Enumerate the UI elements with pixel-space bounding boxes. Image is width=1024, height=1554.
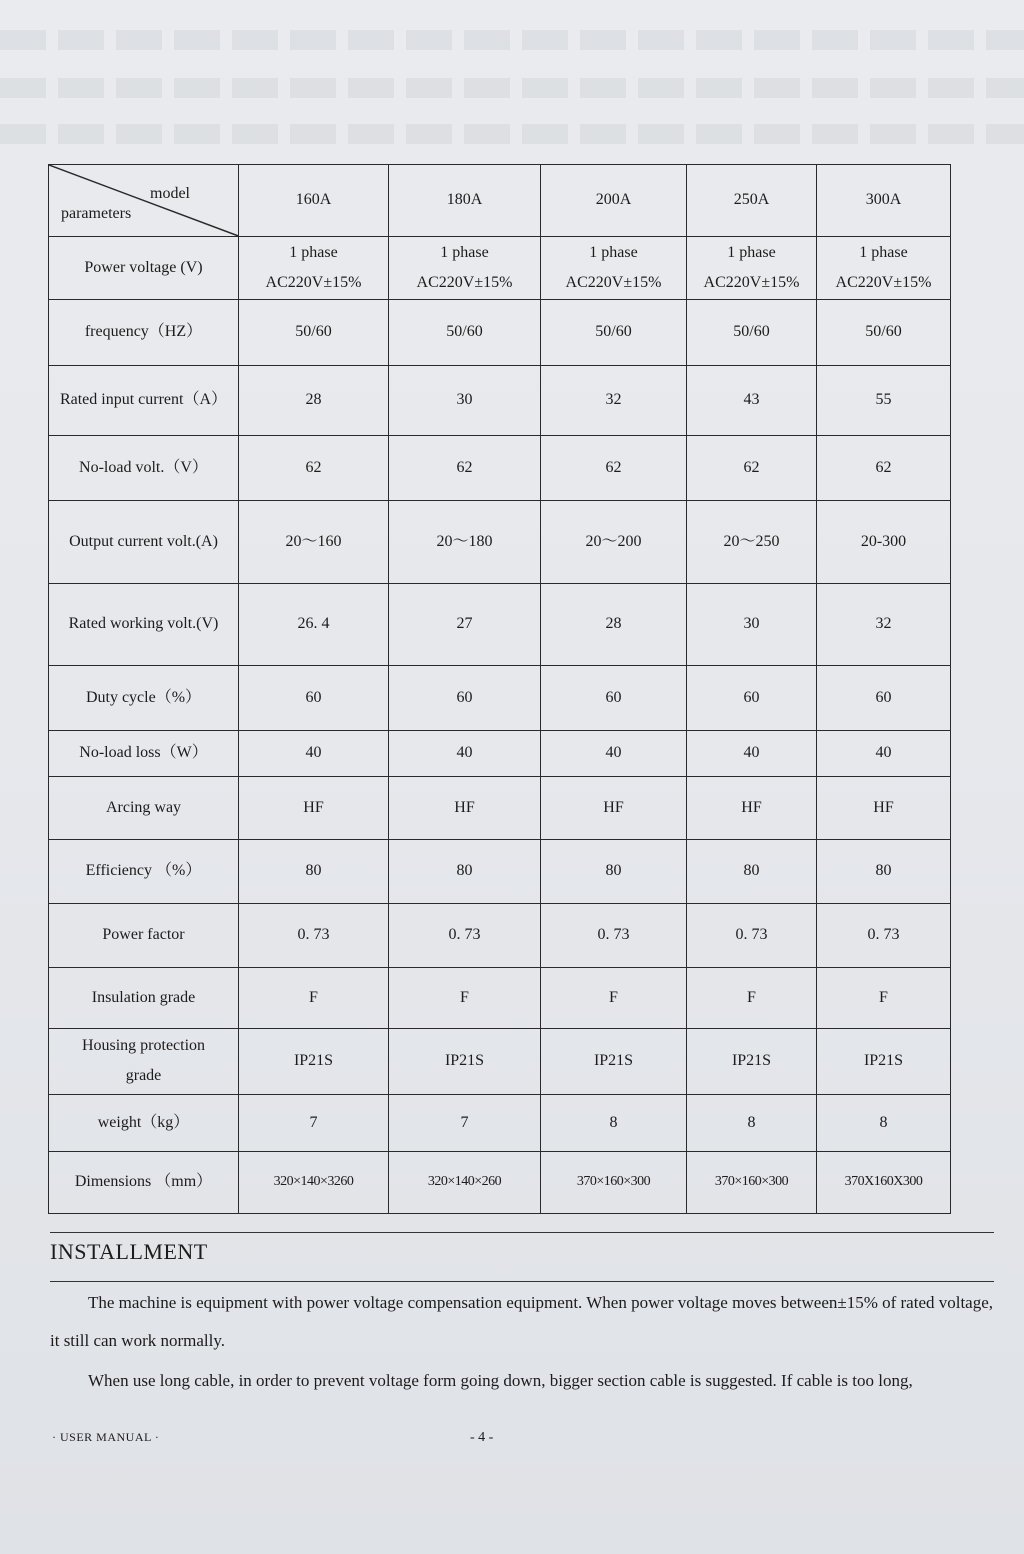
parameter-label-cell: Efficiency （%） — [49, 840, 239, 904]
parameter-value-cell: 0. 73 — [541, 903, 687, 967]
parameter-value-cell: 32 — [541, 365, 687, 435]
parameter-value-cell: 80 — [389, 840, 541, 904]
parameter-value-cell: 50/60 — [687, 300, 817, 366]
parameter-value-cell: IP21S — [687, 1029, 817, 1095]
paragraph: The machine is equipment with power voltage compensation equipment. When power voltage moves between±15% of rated voltage, it still can work normally. — [50, 1293, 994, 1350]
parameter-label-cell: Housing protection grade — [49, 1029, 239, 1095]
parameter-label-cell: Insulation grade — [49, 967, 239, 1029]
table-row — [49, 731, 951, 776]
parameter-label-cell: frequency（HZ） — [49, 300, 239, 366]
header-corner-cell — [49, 165, 239, 237]
parameter-value-cell: F — [541, 967, 687, 1029]
parameter-label-cell: weight（kg） — [49, 1094, 239, 1151]
paragraph: When use long cable, in order to prevent voltage form going down, bigger section cable is suggested. If cable is too long, — [88, 1371, 913, 1390]
parameter-value-cell: 62 — [389, 435, 541, 501]
bleed-through-text — [0, 124, 1024, 144]
parameter-value-cell: 20～160 — [239, 501, 389, 583]
parameter-value-cell: 80 — [817, 840, 951, 904]
table-row — [49, 583, 951, 665]
table-row — [49, 967, 951, 1029]
table-row — [49, 1094, 951, 1151]
parameter-value-cell: IP21S — [541, 1029, 687, 1095]
parameter-value-cell: 60 — [541, 665, 687, 731]
parameter-value-cell: HF — [239, 776, 389, 840]
parameter-value-cell: 50/60 — [541, 300, 687, 366]
parameter-value-cell: 62 — [239, 435, 389, 501]
page-number: - 4 - — [470, 1430, 494, 1445]
parameter-label-cell: Rated working volt.(V) — [49, 583, 239, 665]
model-header-cell: 160A — [239, 165, 389, 237]
parameter-value-cell: 80 — [239, 840, 389, 904]
parameter-label-cell: Power voltage (V) — [49, 236, 239, 299]
parameter-value-cell: 7 — [239, 1094, 389, 1151]
parameter-value-cell: 62 — [687, 435, 817, 501]
parameter-value-cell: 20～250 — [687, 501, 817, 583]
parameter-value-cell: 8 — [687, 1094, 817, 1151]
model-header-cell: 300A — [817, 165, 951, 237]
parameter-value-cell: 60 — [389, 665, 541, 731]
installment-section-header — [50, 1232, 994, 1282]
parameter-value-cell: 0. 73 — [389, 903, 541, 967]
table-row — [49, 903, 951, 967]
bleed-through-text — [0, 30, 1024, 50]
parameter-value-cell: 8 — [817, 1094, 951, 1151]
parameter-value-cell: 60 — [817, 665, 951, 731]
parameter-value-cell: 28 — [239, 365, 389, 435]
parameter-value-cell: 27 — [389, 583, 541, 665]
parameter-value-cell: F — [389, 967, 541, 1029]
parameter-label-cell: No-load loss（W） — [49, 731, 239, 776]
table-row — [49, 365, 951, 435]
table-row — [49, 776, 951, 840]
parameter-value-cell: 80 — [687, 840, 817, 904]
section-title: INSTALLMENT — [50, 1239, 208, 1264]
table-row — [49, 236, 951, 299]
parameter-value-cell: 60 — [239, 665, 389, 731]
parameter-label-cell: Power factor — [49, 903, 239, 967]
parameter-value-cell: 370×160×300 — [541, 1152, 687, 1214]
parameter-value-cell: HF — [389, 776, 541, 840]
table-row — [49, 1152, 951, 1214]
parameter-value-cell: 20～180 — [389, 501, 541, 583]
parameter-value-cell: HF — [817, 776, 951, 840]
parameter-value-cell: HF — [687, 776, 817, 840]
parameter-value-cell: 8 — [541, 1094, 687, 1151]
parameter-value-cell: 370×160×300 — [687, 1152, 817, 1214]
parameter-value-cell: 28 — [541, 583, 687, 665]
parameter-value-cell: 40 — [687, 731, 817, 776]
parameter-value-cell: 320×140×260 — [389, 1152, 541, 1214]
parameter-value-cell: 50/60 — [389, 300, 541, 366]
parameter-value-cell: 26. 4 — [239, 583, 389, 665]
parameter-value-cell: 20-300 — [817, 501, 951, 583]
parameter-value-cell: 40 — [541, 731, 687, 776]
parameter-value-cell: 1 phase AC220V±15% — [389, 236, 541, 299]
parameter-value-cell: 1 phase AC220V±15% — [687, 236, 817, 299]
model-header-cell: 180A — [389, 165, 541, 237]
parameter-label-cell: Duty cycle（%） — [49, 665, 239, 731]
parameter-value-cell: IP21S — [817, 1029, 951, 1095]
parameter-value-cell: 50/60 — [817, 300, 951, 366]
parameter-value-cell: IP21S — [239, 1029, 389, 1095]
parameter-value-cell: 80 — [541, 840, 687, 904]
parameter-value-cell: 370X160X300 — [817, 1152, 951, 1214]
table-row — [49, 300, 951, 366]
parameter-value-cell: 50/60 — [239, 300, 389, 366]
parameters-table — [48, 164, 951, 1214]
parameter-value-cell: 60 — [687, 665, 817, 731]
parameter-value-cell: HF — [541, 776, 687, 840]
table-header-row — [49, 165, 951, 237]
parameter-label-cell: No-load volt.（V） — [49, 435, 239, 501]
table-row — [49, 435, 951, 501]
model-header-cell: 250A — [687, 165, 817, 237]
bleed-through-text — [0, 78, 1024, 98]
parameter-value-cell: 30 — [687, 583, 817, 665]
parameter-value-cell: 40 — [239, 731, 389, 776]
model-header-cell: 200A — [541, 165, 687, 237]
footer-user-manual: · USER MANUAL · — [52, 1430, 160, 1444]
table-row — [49, 840, 951, 904]
parameter-value-cell: 32 — [817, 583, 951, 665]
parameter-value-cell: 30 — [389, 365, 541, 435]
parameter-value-cell: 62 — [541, 435, 687, 501]
parameter-label-cell: Rated input current（A） — [49, 365, 239, 435]
table-row — [49, 1029, 951, 1095]
header-model-label: model — [150, 185, 190, 202]
parameter-value-cell: 20～200 — [541, 501, 687, 583]
parameter-value-cell: 43 — [687, 365, 817, 435]
parameter-value-cell: 7 — [389, 1094, 541, 1151]
table-row — [49, 665, 951, 731]
parameter-value-cell: 320×140×3260 — [239, 1152, 389, 1214]
parameter-value-cell: 1 phase AC220V±15% — [239, 236, 389, 299]
parameter-value-cell: F — [817, 967, 951, 1029]
parameter-value-cell: IP21S — [389, 1029, 541, 1095]
parameter-value-cell: F — [687, 967, 817, 1029]
parameter-value-cell: 62 — [817, 435, 951, 501]
parameter-value-cell: 55 — [817, 365, 951, 435]
parameter-value-cell: 0. 73 — [817, 903, 951, 967]
parameter-label-cell: Arcing way — [49, 776, 239, 840]
parameter-value-cell: 1 phase AC220V±15% — [817, 236, 951, 299]
parameter-value-cell: 40 — [817, 731, 951, 776]
header-parameters-label: parameters — [61, 205, 132, 223]
parameter-value-cell: 1 phase AC220V±15% — [541, 236, 687, 299]
parameter-label-cell: Output current volt.(A) — [49, 501, 239, 583]
parameter-value-cell: 40 — [389, 731, 541, 776]
parameter-value-cell: 0. 73 — [239, 903, 389, 967]
parameter-value-cell: 0. 73 — [687, 903, 817, 967]
parameter-value-cell: F — [239, 967, 389, 1029]
table-row — [49, 501, 951, 583]
parameter-label-cell: Dimensions （mm） — [49, 1152, 239, 1214]
